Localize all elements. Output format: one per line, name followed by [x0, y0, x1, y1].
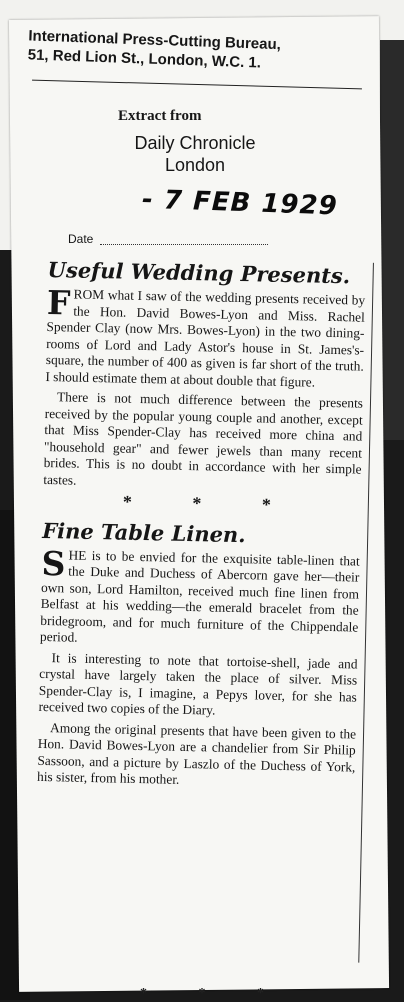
paragraph-3-text: HE is to be envied for the exquisite table-linen that the Duke and Duchess of Abercorn gave her—their own son, Lord Hamilton, received much fine linen from Belfast at his wedding—the emerald bracelet from the bridegroom, and for much furniture of the Chippendale period.: [39, 546, 360, 645]
newspaper-name: Daily Chronicle: [134, 133, 256, 153]
heading-wedding-presents: Useful Wedding Presents.: [47, 256, 351, 289]
paragraph-4: It is interesting to note that tortoise-shell, jade and crystal have largely taken the place of silver. Miss Spender-Clay is, I imagine, a Pepys lover, for she has received two copies of the Diary.: [38, 649, 358, 718]
heading-table-linen: Fine Table Linen.: [41, 517, 246, 547]
article-column: [37, 256, 366, 796]
section-stars: * * *: [122, 491, 300, 516]
newspaper-source: [100, 132, 290, 176]
extract-label: Extract from: [118, 108, 202, 124]
drop-cap-s: S: [41, 543, 66, 583]
newspaper-city: London: [164, 155, 226, 175]
bureau-name: International Press-Cutting Bureau,: [28, 27, 282, 54]
bureau-address: 51, Red Lion St., London, W.C. 1.: [27, 46, 262, 72]
paragraph-3: [39, 543, 360, 652]
scan-shadow-right: [380, 40, 404, 440]
date-stamp-dash: -: [141, 184, 165, 216]
drop-cap-f: F: [46, 282, 71, 323]
paragraph-1-text: ROM what I saw of the wedding presents received by the Hon. David Bowes-Lyon and Miss. Rachel Spender Clay (now Mrs. Bowes-Lyon) in the two dining-rooms of Lord and Lady Astor's house in St. James's-square, the number of 400 as given is far short of the truth. I should estimate them at about double that figure.: [45, 286, 366, 390]
date-dotted-line: [100, 244, 268, 245]
paragraph-2: There is not much difference between the presents received by the popular young couple and another, except that Miss Spender-Clay has received more china and "household gear" and fewer jewels than many recent brides. This is no doubt in accordance with her simple tastes.: [43, 389, 364, 488]
paragraph-1: [45, 282, 366, 392]
bottom-stars: * * *: [140, 986, 288, 1001]
paragraph-5: Among the original presents that have been given to the Hon. David Bowes-Lyon are a chandelier from Sir Philip Sassoon, and a picture by Laszlo of the Duchess of York, his sister, from his mother.: [36, 719, 357, 787]
date-label: Date: [68, 232, 94, 246]
date-stamp-text: 7 FEB 1929: [163, 185, 339, 222]
